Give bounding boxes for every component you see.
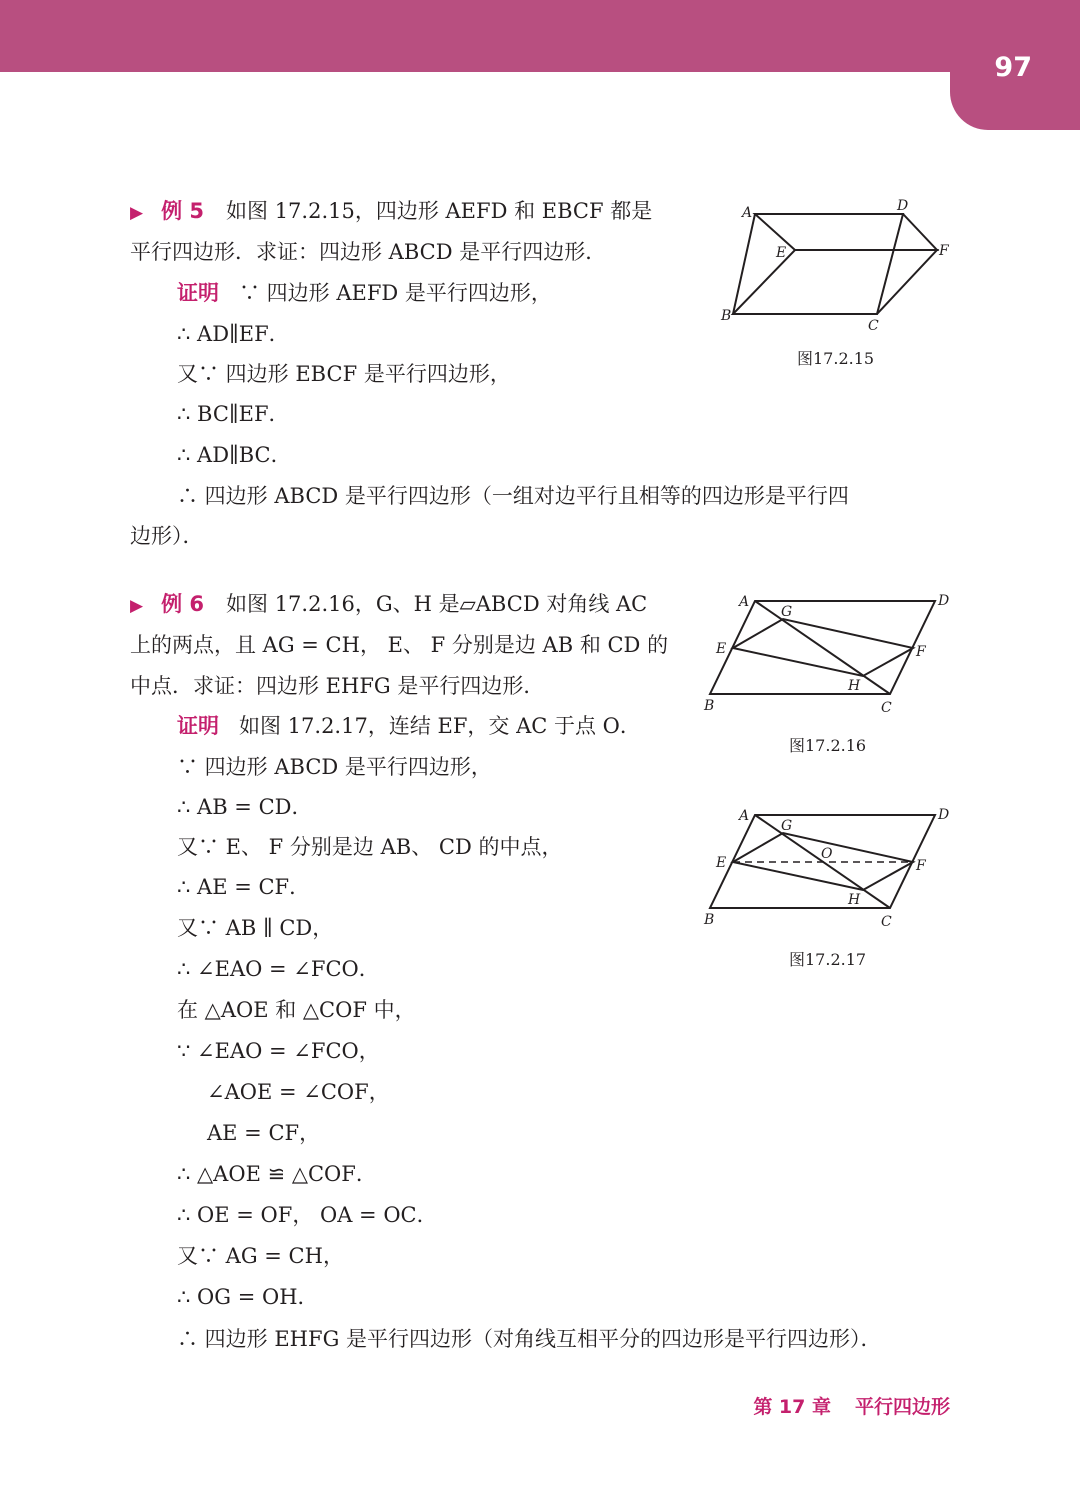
triangle-bullet-icon: ▶ (130, 203, 144, 223)
parallelogram-abcd (733, 214, 903, 314)
chapter-title: 平行四边形 (854, 1396, 950, 1418)
header-band (0, 0, 1080, 72)
proof-line: ∴ AD∥BC． (177, 443, 292, 467)
proof-line: ∴ 四边形 ABCD 是平行四边形（一组对边平行且相等的四边形是平行四 (177, 484, 849, 508)
example5-label: 例 5 (161, 199, 205, 223)
point-label-b: B (704, 698, 715, 714)
proof-line: 又∵ AB ∥ CD， (177, 916, 334, 940)
point-label-a: A (739, 594, 750, 610)
point-label-f: F (916, 644, 926, 660)
point-label-e: E (716, 855, 727, 871)
point-label-g: G (781, 604, 793, 620)
proof-line: ∴ 四边形 EHFG 是平行四边形（对角线互相平分的四边形是平行四边形）． (177, 1327, 882, 1351)
proof-line: AE = CF， (207, 1121, 321, 1145)
example5-text-line: 如图 17.2.15，四边形 AEFD 和 EBCF 都是 (226, 199, 653, 223)
figure-17-2-16 (700, 588, 960, 722)
proof-line: 又∵ AG = CH， (177, 1244, 344, 1268)
example6-proof-start (177, 712, 641, 740)
example6-heading (130, 590, 647, 620)
example6-text-line: 中点．求证：四边形 EHFG 是平行四边形． (130, 674, 545, 698)
proof-line: ∴ AD∥EF． (177, 322, 290, 346)
point-label-a: A (742, 205, 753, 221)
proof-line: 又∵ E、 F 分别是边 AB、 CD 的中点， (177, 835, 563, 859)
point-label-c: C (881, 700, 892, 716)
example5-heading (130, 197, 652, 227)
example5-proof-start (177, 279, 552, 307)
example6-label: 例 6 (161, 592, 205, 616)
example6-text-line: 上的两点，且 AG = CH， E、 F 分别是边 AB 和 CD 的 (130, 633, 669, 657)
proof-line: ∴ OG = OH． (177, 1285, 319, 1309)
point-label-h: H (848, 678, 861, 694)
figure-17-2-15 (715, 190, 965, 334)
proof-line: 在 △AOE 和 △COF 中， (177, 998, 416, 1022)
proof-line: ∴ OE = OF， OA = OC． (177, 1203, 438, 1227)
point-label-c: C (881, 914, 892, 930)
proof-line: 边形）． (130, 524, 204, 548)
page-number: 97 (994, 52, 1032, 83)
proof-line: ∴ AE = CF． (177, 875, 311, 899)
parallelogram-ebcf (733, 250, 937, 314)
figure-caption: 图17.2.15 (797, 349, 875, 368)
proof-line: ∵ 四边形 AEFD 是平行四边形， (239, 281, 552, 305)
point-label-d: D (938, 807, 950, 823)
proof-line: 又∵ 四边形 EBCF 是平行四边形， (177, 362, 511, 386)
triangle-bullet-icon: ▶ (130, 596, 144, 616)
proof-line: ∴ AB = CD． (177, 795, 313, 819)
proof-line: ∴ △AOE ≌ △COF． (177, 1162, 377, 1186)
point-label-b: B (704, 912, 715, 928)
proof-line: ∵ ∠EAO = ∠FCO， (177, 1039, 380, 1063)
point-label-f: F (916, 858, 926, 874)
point-label-b: B (721, 308, 732, 324)
figure-17-2-17 (700, 802, 960, 936)
point-label-h: H (848, 892, 861, 908)
point-label-g: G (781, 818, 793, 834)
point-label-d: D (897, 198, 909, 214)
figure-caption: 图17.2.17 (789, 950, 867, 969)
proof-line: ∵ 四边形 ABCD 是平行四边形， (177, 755, 492, 779)
proof-label: 证明 (177, 714, 219, 738)
point-label-a: A (739, 808, 750, 824)
point-label-f: F (939, 243, 949, 259)
chapter-footer (753, 1392, 950, 1419)
proof-line: 如图 17.2.17，连结 EF，交 AC 于点 O． (239, 714, 641, 738)
point-label-e: E (716, 641, 727, 657)
example5-text-line: 平行四边形．求证：四边形 ABCD 是平行四边形． (130, 240, 607, 264)
chapter-number: 第 17 章 (753, 1396, 831, 1418)
diagonal-ac (755, 601, 890, 694)
proof-label: 证明 (177, 281, 219, 305)
point-label-e: E (776, 245, 787, 261)
proof-line: ∴ BC∥EF． (177, 402, 290, 426)
point-label-c: C (868, 318, 879, 330)
proof-line: ∴ ∠EAO = ∠FCO． (177, 957, 380, 981)
example6-text-line: 如图 17.2.16，G、H 是▱ABCD 对角线 AC (226, 592, 648, 616)
point-label-o: O (821, 846, 833, 862)
figure-caption: 图17.2.16 (789, 736, 867, 755)
proof-line: ∠AOE = ∠COF， (207, 1080, 390, 1104)
point-label-d: D (938, 593, 950, 609)
